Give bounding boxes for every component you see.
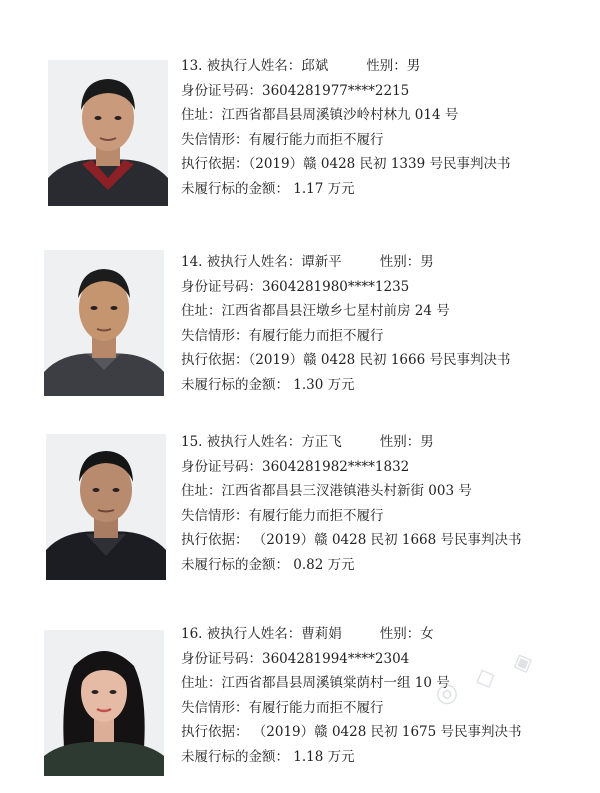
entry-info xyxy=(181,430,522,578)
watermark-logo: ◎ ◇ ◈ xyxy=(430,642,543,712)
entry-info xyxy=(181,54,510,202)
entry-info xyxy=(181,622,522,770)
entry-14 xyxy=(0,244,600,414)
portrait-image xyxy=(44,630,164,776)
dishonesty-situation-line: 失信情形：有履行能力而拒不履行 xyxy=(181,699,384,716)
portrait-image xyxy=(46,434,166,580)
gender-label: 性别： xyxy=(366,58,407,74)
number-name-label: 13. 被执行人姓名： xyxy=(181,58,302,74)
gender-label: 性别： xyxy=(379,626,421,642)
gender-value: 男 xyxy=(420,434,434,450)
address-line: 住址：江西省都昌县三汊港镇港头村新街 003 号 xyxy=(181,483,472,500)
portrait-photo xyxy=(48,60,168,206)
portrait-image xyxy=(44,250,164,396)
enforcement-basis-line: 执行依据： （2019）赣 0428 民初 1668 号民事判决书 xyxy=(181,532,522,549)
entry-15 xyxy=(0,424,600,594)
person-name: 谭新平 xyxy=(301,254,342,270)
name-line xyxy=(181,54,510,79)
gender-label: 性别： xyxy=(379,254,421,270)
address-line: 住址：江西省都昌县周溪镇沙岭村林九 014 号 xyxy=(181,107,459,124)
name-line xyxy=(181,430,522,455)
id-number-line: 身份证号码：3604281994****2304 xyxy=(181,650,410,667)
entry-13 xyxy=(0,48,600,218)
unpaid-amount-line: 未履行标的金额： 1.30 万元 xyxy=(181,376,355,393)
enforcement-basis-line: 执行依据： （2019）赣 0428 民初 1675 号民事判决书 xyxy=(181,724,522,741)
entry-info xyxy=(181,250,510,398)
id-number-line: 身份证号码：3604281982****1832 xyxy=(181,458,410,475)
enforcement-basis-line: 执行依据：（2019）赣 0428 民初 1339 号民事判决书 xyxy=(181,156,511,173)
name-line xyxy=(181,250,510,275)
gender-value: 男 xyxy=(420,254,434,270)
portrait-image xyxy=(48,60,168,206)
unpaid-amount-line: 未履行标的金额： 0.82 万元 xyxy=(181,556,355,573)
entry-16 xyxy=(0,616,600,786)
portrait-photo xyxy=(44,630,164,776)
portrait-photo xyxy=(44,250,164,396)
gender-value: 女 xyxy=(420,626,434,642)
gender-label: 性别： xyxy=(379,434,421,450)
number-name-label: 14. 被执行人姓名： xyxy=(181,254,302,270)
address-line: 住址：江西省都昌县汪墩乡七星村前房 24 号 xyxy=(181,303,450,320)
portrait-photo xyxy=(46,434,166,580)
person-name: 方正飞 xyxy=(301,434,342,450)
id-number-line: 身份证号码：3604281977****2215 xyxy=(181,82,410,99)
enforcement-basis-line: 执行依据：（2019）赣 0428 民初 1666 号民事判决书 xyxy=(181,352,511,369)
number-name-label: 15. 被执行人姓名： xyxy=(181,434,302,450)
unpaid-amount-line: 未履行标的金额： 1.18 万元 xyxy=(181,748,355,765)
number-name-label: 16. 被执行人姓名： xyxy=(181,626,302,642)
dishonesty-situation-line: 失信情形：有履行能力而拒不履行 xyxy=(181,327,384,344)
id-number-line: 身份证号码：3604281980****1235 xyxy=(181,278,410,295)
dishonesty-situation-line: 失信情形：有履行能力而拒不履行 xyxy=(181,507,384,524)
dishonesty-situation-line: 失信情形：有履行能力而拒不履行 xyxy=(181,131,384,148)
name-line xyxy=(181,622,522,647)
gender-value: 男 xyxy=(406,58,421,74)
address-line: 住址：江西省都昌县周溪镇棠荫村一组 10 号 xyxy=(181,675,450,692)
person-name: 曹莉娟 xyxy=(301,626,342,642)
person-name: 邱斌 xyxy=(301,58,329,74)
unpaid-amount-line: 未履行标的金额： 1.17 万元 xyxy=(181,180,355,197)
